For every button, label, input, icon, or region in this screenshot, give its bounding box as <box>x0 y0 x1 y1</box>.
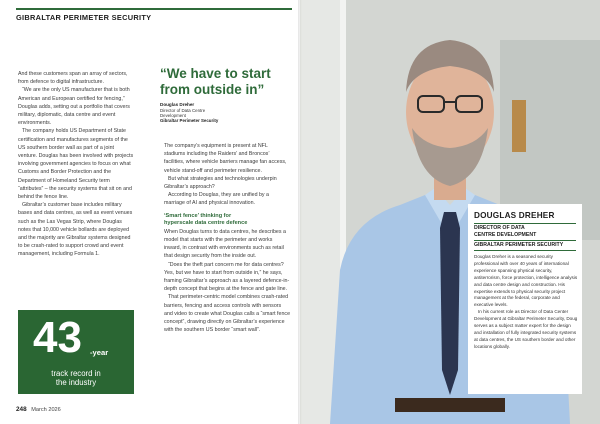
subheading-line2: hyperscale data centre defence <box>164 220 248 227</box>
stat-caption-line1: track record in <box>51 369 101 378</box>
wooden-door <box>512 100 526 152</box>
bio-role-line2: CENTRE DEVELOPMENT <box>474 231 537 238</box>
paragraph: When Douglas turns to data centres, he describes a model that starts with the perimeter and works inward, in contrast with environments such as retail that design security from the inside out. <box>164 228 286 260</box>
bio-paragraph: Douglas Dreher is a seasoned security professional with over 40 years of international experience spanning physical security, antiterrorism, force protection, intelligence analysis and data centre design and construction. His expertise extends to physical security project management at the federal, corporate and executive levels. <box>474 254 578 308</box>
pull-quote-role-line2: Development <box>160 113 186 118</box>
paragraph: According to Douglas, they are unified by a marriage of AI and physical innovation. <box>164 192 269 207</box>
paragraph: That perimeter-centric model combines crash-rated barriers, fencing and access controls with sensors and video to create what Douglas calls a “smart fence concept”, drawing directly on Gibraltar’s experience with the southern US border “smart wall”. <box>164 294 291 334</box>
bio-card <box>468 204 582 394</box>
bio-divider <box>474 240 576 241</box>
subheading-line1: ‘Smart fence’ thinking for <box>164 212 232 219</box>
pull-quote-role <box>160 108 294 119</box>
bio-role-line1: DIRECTOR OF DATA <box>474 225 525 231</box>
subheading <box>164 213 290 228</box>
bio-name: DOUGLAS DREHER <box>474 211 555 220</box>
article-column-1 <box>18 70 134 259</box>
bio-org: GIBRALTAR PERIMETER SECURITY <box>474 242 564 248</box>
necktie <box>440 212 460 395</box>
pull-quote-name: Douglas Dreher <box>160 102 195 107</box>
page-gutter <box>298 0 302 424</box>
pull-quote <box>160 66 294 124</box>
issue-date: March 2026 <box>31 407 61 413</box>
page-footer <box>16 406 61 413</box>
header-title: GIBRALTAR PERIMETER SECURITY <box>16 13 152 22</box>
stat-caption <box>18 369 134 388</box>
bio-divider <box>474 250 576 251</box>
paragraph: The company’s equipment is present at NFL stadiums including the Raiders’ and Broncos’ facilities, where vehicle barriers manage fan access, vehicle stand-off and perimeter resilience. <box>164 143 287 174</box>
page-number: 248 <box>16 406 27 413</box>
paragraph: “We are the only US manufacturer that is both American and European certified for fencing,” Douglas adds, setting out a portfolio that covers military, diplomatic, data centre and event environments. <box>18 87 130 127</box>
paragraph: The company holds US Department of State certification and manufactures segments of the US southern border wall as part of a joint venture. Douglas has been involved with projects involving government agencies to focus on what Customs and Border Protection and the Department of Homeland Security term “attributes” – the security systems that sit on and behind the fence line. <box>18 128 134 201</box>
pull-quote-text: “We have to start from outside in” <box>160 66 271 97</box>
paragraph: But what strategies and technologies underpin Gibraltar’s approach? <box>164 175 277 191</box>
article-column-2 <box>164 142 290 334</box>
stat-caption-line2: the industry <box>55 378 97 388</box>
paragraph: Gibraltar’s customer base includes military bases and data centres, as well as event venues such as the Las Vegas Strip, where Douglas notes that 10,000 vehicle bollards are deployed and the majority are Gibraltar systems designed to be crash-rated to support crowd and event management, including Formula 1. <box>18 202 133 258</box>
bio-divider <box>474 223 576 224</box>
paragraph: And these customers span an array of sectors, from defence to digital infrastructure. <box>18 71 128 86</box>
pull-quote-role-line1: Director of Data Centre <box>160 107 206 113</box>
bio-role <box>474 225 578 239</box>
window-light <box>300 0 340 424</box>
header-rule <box>16 8 292 10</box>
stat-box <box>18 310 134 394</box>
belt <box>395 398 505 412</box>
pull-quote-org: Gibraltar Perimeter Security <box>160 118 219 124</box>
bio-paragraph: In his current role as Director of Data Center Development at Gibraltar Perimeter Security, Doug serves as a subject matter expert for the design and installation of fully integrated security systems at data centres, the US southern border and other locations globally. <box>474 309 578 349</box>
running-header <box>0 0 300 26</box>
stat-number: 43 <box>33 313 82 362</box>
paragraph: “Does the theft part concern me for data centres? Yes, but we have to start from outside in,” he says, framing Gibraltar’s approach as a layered defence-in-depth concept that begins at the fence and gate line. <box>164 261 290 293</box>
stat-unit: -year <box>90 348 109 357</box>
bio-text <box>474 254 578 351</box>
